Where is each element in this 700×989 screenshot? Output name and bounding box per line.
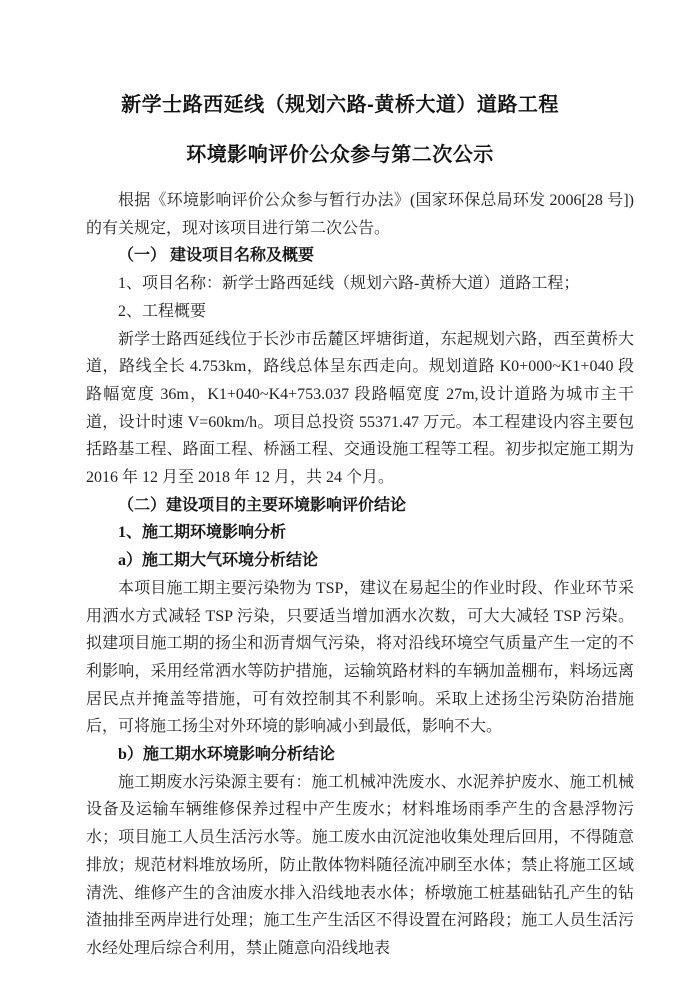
list-item-project-name: 1、项目名称：新学士路西延线（规划六路-黄桥大道）道路工程；: [118, 275, 580, 293]
document-body: [86, 187, 634, 963]
paragraph-project-overview: 新学士路西延线位于长沙市岳麓区坪塘街道，东起规划六路，西至黄桥大道，路线全长 4.753km，路线总体呈东西走向。规划道路 K0+000~K1+040 段路幅宽度 36m，K1+040~K4+753.037 段路幅宽度 27m,设计道路为城市主干道，设计时速 V=60km/h。项目总投资 55371.47 万元。本工程建设内容主要包括路基工程、路面工程、桥涵工程、交通设施工程等工程。初步拟定施工期为 2016 年 12 月至 2018 年 12 月，共 24 个月。: [86, 330, 634, 487]
document-title: [86, 80, 634, 180]
subsection-heading-water: b）施工期水环境影响分析结论: [118, 746, 335, 764]
section-heading-2: （二）建设项目的主要环境影响评价结论: [118, 496, 407, 514]
document-content: [86, 80, 634, 963]
document-title-line2: 环境影响评价公众参与第二次公示: [186, 144, 494, 166]
paragraph-water-impact: 施工期废水污染源主要有：施工机械冲洗废水、水泥养护废水、施工机械设备及运输车辆维修保养过程中产生废水；材料堆场雨季产生的含悬浮物污水；项目施工人员生活污水等。施工废水由沉淀池收集处理后回用，不得随意排放；规范材料堆放场所，防止散体物料随径流冲刷至水体；禁止将施工区域清洗、维修产生的含油废水排入沿线地表水体；桥墩施工桩基础钻孔产生的钻渣抽排至两岸进行处理；施工生产生活区不得设置在河路段；施工人员生活污水经处理后综合利用，禁止随意向沿线地表: [86, 773, 634, 957]
subsection-heading-construction: 1、施工期环境影响分析: [118, 524, 287, 542]
document-title-line1: 新学士路西延线（规划六路-黄桥大道）道路工程: [121, 94, 559, 116]
paragraph-air-impact: 本项目施工期主要污染物为 TSP，建议在易起尘的作业时段、作业环节采用洒水方式减轻 TSP 污染，只要适当增加洒水次数，可大大减轻 TSP 污染。拟建项目施工期的扬尘和沥青烟气污染，将对沿线环境空气质量产生一定的不利影响，采用经常洒水等防护措施，运输筑路材料的车辆加盖棚布，料场远离居民点并掩盖等措施，可有效控制其不利影响。采取上述扬尘污染防治措施后，可将施工扬尘对外环境的影响减小到最低，影响不大。: [86, 579, 634, 736]
paragraph-intro: 根据《环境影响评价公众参与暂行办法》(国家环保总局环发 2006[28 号])的有关规定，现对该项目进行第二次公告。: [86, 192, 634, 237]
section-heading-1: （一） 建设项目名称及概要: [118, 247, 315, 265]
subsection-heading-air: a）施工期大气环境分析结论: [118, 552, 319, 570]
list-item-project-overview: 2、工程概要: [118, 302, 207, 320]
